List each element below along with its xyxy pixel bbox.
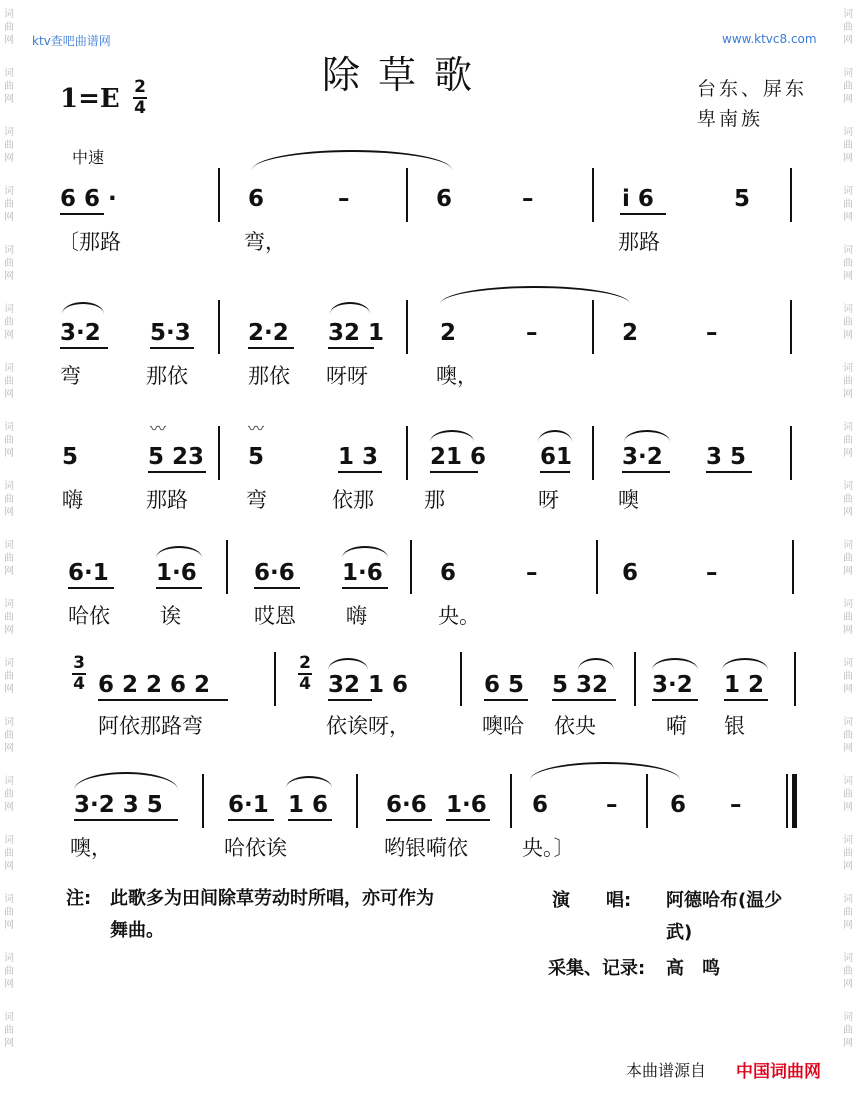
barline [406,300,408,354]
ts-denominator: 4 [299,674,311,694]
collector-label: 采集、记录: [548,958,646,979]
barline [592,426,594,480]
barline [792,540,794,594]
side-watermark-block: 词 曲 网 [4,599,14,636]
beam-underline [60,213,104,215]
beam-underline [622,471,670,473]
beam-underline [652,699,698,701]
note-text-line-2: 舞曲。 [110,920,164,941]
note-group: 5·3 [150,320,191,346]
lyric: 那路 [146,488,188,512]
beam-underline [386,819,432,821]
dash: – [730,792,742,818]
note-group: 1·6 [446,792,487,818]
barline [218,300,220,354]
note-group: 2·2 [248,320,289,346]
ts-numerator: 3 [73,653,85,673]
beam-underline [74,819,178,821]
beam-underline [620,213,666,215]
side-watermark-left [2,0,16,1050]
side-watermark-block: 词 曲 网 [843,894,853,931]
note-group: 5 [734,186,751,212]
lyric: 银 [724,714,745,738]
dash: – [706,320,718,346]
origin-line-2: 卑南族 [697,108,764,130]
collector-name: 高 鸣 [666,958,720,979]
slur [328,658,368,670]
tempo-marking: 中速 [72,148,105,167]
note-label: 注: [66,888,92,909]
final-barline-thick [792,774,797,828]
footer-source-link[interactable]: 中国词曲网 [736,1062,821,1082]
side-watermark-block: 词 曲 网 [4,835,14,872]
slur [530,762,680,780]
beam-underline [328,699,372,701]
note-group: 6 [436,186,453,212]
side-watermark-block: 词 曲 网 [843,953,853,990]
side-watermark-block: 词 曲 网 [4,186,14,223]
dash: – [606,792,618,818]
side-watermark-block: 词 曲 网 [843,422,853,459]
note-group: 6·6 [254,560,295,586]
ts-denominator: 4 [73,674,85,694]
barline [790,300,792,354]
slur [440,286,630,304]
side-watermark-block: 词 曲 网 [4,776,14,813]
side-watermark-block: 词 曲 网 [843,835,853,872]
origin-line-1: 台东、屏东 [697,78,808,100]
beam-underline [706,471,752,473]
lyric: 诶 [160,604,181,628]
barline [790,168,792,222]
note-group: 21 6 [430,444,487,470]
side-watermark-block: 词 曲 网 [843,304,853,341]
note-group: 5 [62,444,79,470]
singer-name-line-1: 阿德哈布(温少 [666,890,783,911]
note-group: 6 [440,560,457,586]
slur [578,658,614,670]
barline [510,774,512,828]
lyric: 依那 [332,488,374,512]
lyric: 哟银嗬依 [384,836,468,860]
singer-label: 演 唱: [552,890,632,911]
watermark-right: www.ktvc8.com [722,32,817,46]
key-signature: 1=E [60,84,120,114]
ornament-wave: 〰︎ [248,419,265,438]
slur [652,658,698,670]
side-watermark-block: 词 曲 网 [4,894,14,931]
lyric: 哈依 [68,604,110,628]
note-group: 1 3 [338,444,379,470]
beam-underline [150,347,194,349]
barline [646,774,648,828]
barline [226,540,228,594]
side-watermark-block: 词 曲 网 [4,481,14,518]
note-group: 6 [670,792,687,818]
watermark-left: ktv查吧曲谱网 [32,34,111,48]
side-watermark-block: 词 曲 网 [4,127,14,164]
beam-underline [446,819,490,821]
side-watermark-block: 词 曲 网 [4,9,14,46]
note-group: 32 1 6 [328,672,409,698]
barline [274,652,276,706]
beam-underline [342,587,388,589]
beam-underline [68,587,114,589]
note-group: 6 2 2 6 2 [98,672,211,698]
lyric: 呀 [538,488,559,512]
side-watermark-block: 词 曲 网 [4,245,14,282]
ornament-wave: 〰︎ [150,419,167,438]
barline [460,652,462,706]
side-watermark-right [841,0,855,1050]
lyric: 那依 [248,364,290,388]
dash: – [526,320,538,346]
slur [62,302,104,314]
note-group: 1 6 [288,792,329,818]
barline [592,168,594,222]
lyric: 哈依诶 [224,836,287,860]
side-watermark-block: 词 曲 网 [843,540,853,577]
side-watermark-block: 词 曲 网 [843,68,853,105]
dash: – [522,186,534,212]
slur [624,430,670,442]
lyric: 嗨 [62,488,83,512]
note-group: 1 2 [724,672,765,698]
beam-underline [228,819,274,821]
dash: – [526,560,538,586]
lyric: 噢， [70,836,112,860]
barline [592,300,594,354]
barline [790,426,792,480]
beam-underline [156,587,202,589]
lyric: 噢， [436,364,478,388]
side-watermark-block: 词 曲 网 [843,717,853,754]
beam-underline [552,699,616,701]
time-signature-change [298,655,312,693]
beam-underline [540,471,570,473]
beam-underline [98,699,228,701]
lyric: 呀呀 [326,364,368,388]
lyric: 弯， [244,230,286,254]
note-group: 5 [248,444,265,470]
barline [406,426,408,480]
slur [538,430,572,442]
side-watermark-block: 词 曲 网 [4,422,14,459]
note-group: 2 [440,320,457,346]
beam-underline [60,347,108,349]
side-watermark-block: 词 曲 网 [843,599,853,636]
side-watermark-block: 词 曲 网 [4,363,14,400]
note-group: 3·2 [652,672,693,698]
lyric: 那路 [618,230,660,254]
lyric: 央。〕 [522,836,575,860]
time-signature-change [72,655,86,693]
note-group: 3·2 3 5 [74,792,163,818]
side-watermark-block: 词 曲 网 [843,481,853,518]
final-barline-thin [786,774,788,828]
lyric: 阿依那路弯 [98,714,203,738]
slur [286,776,332,788]
side-watermark-block: 词 曲 网 [4,68,14,105]
side-watermark-block: 词 曲 网 [4,1012,14,1049]
beam-underline [148,471,206,473]
side-watermark-block: 词 曲 网 [843,9,853,46]
lyric: 〔那路 [58,230,121,254]
note-group: 1·6 [342,560,383,586]
side-watermark-block: 词 曲 网 [4,540,14,577]
note-group: 6 5 [484,672,525,698]
note-group: 32 1 [328,320,385,346]
song-title: 除草歌 [322,53,491,97]
side-watermark-block: 词 曲 网 [4,304,14,341]
beam-underline [430,471,478,473]
lyric: 依央 [554,714,596,738]
slur [722,658,768,670]
time-signature [133,79,147,117]
barline [218,168,220,222]
beam-underline [288,819,332,821]
side-watermark-block: 词 曲 网 [843,1012,853,1049]
side-watermark-block: 词 曲 网 [4,658,14,695]
beam-underline [338,471,382,473]
barline [794,652,796,706]
slur [74,772,178,790]
ts-numerator: 2 [299,653,311,673]
barline [406,168,408,222]
barline [634,652,636,706]
side-watermark-block: 词 曲 网 [843,658,853,695]
barline [596,540,598,594]
side-watermark-block: 词 曲 网 [843,127,853,164]
dash: – [338,186,350,212]
beam-underline [248,347,294,349]
lyric: 嗨 [346,604,367,628]
lyric: 那 [424,488,445,512]
side-watermark-block: 词 曲 网 [843,245,853,282]
lyric: 弯 [60,364,81,388]
note-group: 6·6 [386,792,427,818]
slur [342,546,388,558]
lyric: 依诶呀， [326,714,410,738]
beam-underline [724,699,768,701]
note-text-line-1: 此歌多为田间除草劳动时所唱，亦可作为 [110,888,434,909]
lyric: 那依 [146,364,188,388]
slur [252,150,452,170]
singer-name-line-2: 武) [666,922,693,943]
side-watermark-block: 词 曲 网 [843,363,853,400]
beam-underline [484,699,528,701]
note-group: 6 6 · [60,186,117,212]
note-group: 1·6 [156,560,197,586]
note-group: 3·2 [60,320,101,346]
side-watermark-block: 词 曲 网 [4,953,14,990]
slur [430,430,474,442]
dash: – [706,560,718,586]
time-signature-numerator: 2 [134,77,146,97]
beam-underline [328,347,374,349]
note-group: 3 5 [706,444,747,470]
barline [202,774,204,828]
slur [330,302,370,314]
beam-underline [254,587,300,589]
note-group: 6·1 [68,560,109,586]
slur [156,546,202,558]
barline [356,774,358,828]
lyric: 嗬 [666,714,687,738]
lyric: 央。 [438,604,480,628]
note-group: 2 [622,320,639,346]
note-group: 5 32 [552,672,609,698]
note-group: 6 [532,792,549,818]
note-group: 6 [622,560,639,586]
lyric: 弯 [246,488,267,512]
barline [218,426,220,480]
note-group: i 6 [622,186,654,212]
side-watermark-block: 词 曲 网 [843,186,853,223]
lyric: 噢哈 [482,714,524,738]
side-watermark-block: 词 曲 网 [843,776,853,813]
note-group: 6 [248,186,265,212]
side-watermark-block: 词 曲 网 [4,717,14,754]
time-signature-denominator: 4 [134,98,146,118]
note-group: 5 23 [148,444,205,470]
barline [410,540,412,594]
lyric: 噢 [618,488,639,512]
note-group: 3·2 [622,444,663,470]
note-group: 6·1 [228,792,269,818]
footer-source-text: 本曲谱源自 [626,1061,707,1080]
note-group: 61 [540,444,573,470]
lyric: 哎恩 [254,604,296,628]
